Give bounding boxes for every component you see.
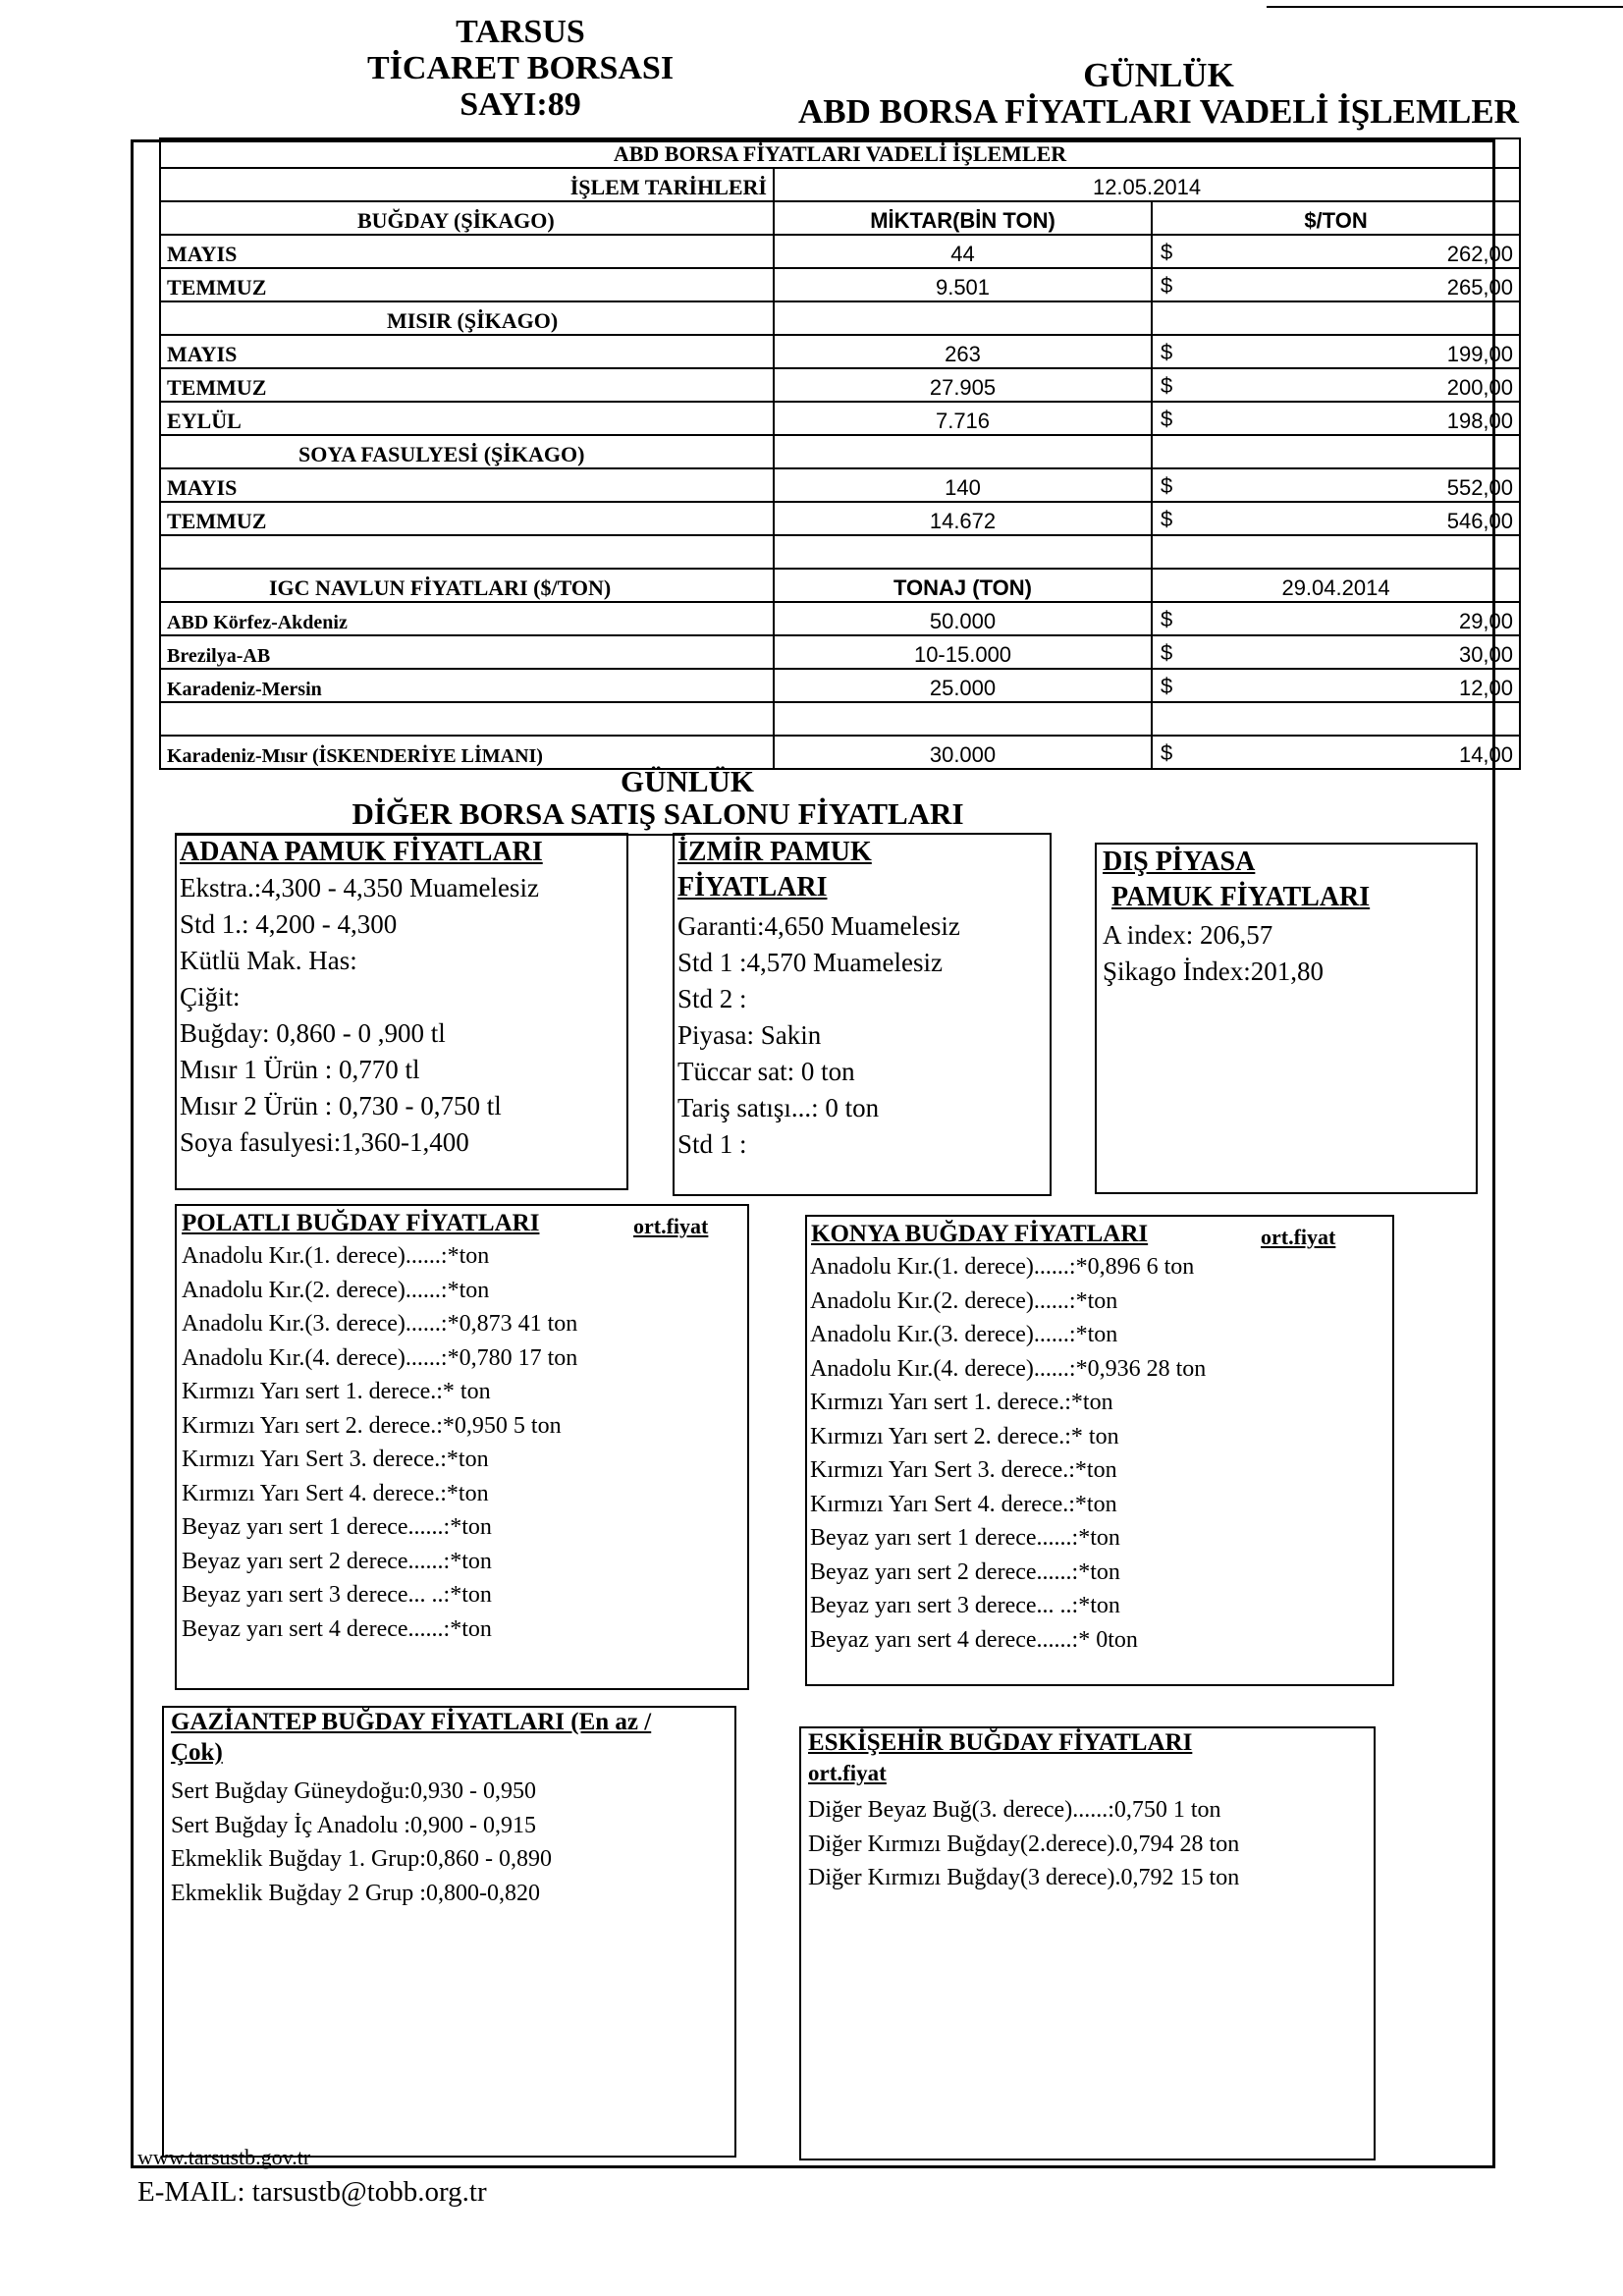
price-value: 546,00 <box>1446 509 1514 533</box>
table-row <box>160 235 1520 268</box>
list-item: Soya fasulyesi:1,360-1,400 <box>180 1127 469 1157</box>
adana-box <box>175 833 628 1190</box>
issue-number: SAYI:89 <box>460 86 581 123</box>
price-value: 30,00 <box>1458 642 1514 667</box>
row-label: MAYIS <box>160 335 774 368</box>
list-item: Beyaz yarı sert 2 derece......:*ton <box>182 1548 492 1574</box>
list-item: Std 1.: 4,200 - 4,300 <box>180 909 398 939</box>
currency-symbol: $ <box>1161 340 1173 364</box>
currency-symbol: $ <box>1161 507 1173 531</box>
price-value: 199,00 <box>1446 342 1514 366</box>
table-row-empty <box>160 535 1520 569</box>
table-row <box>160 736 1520 769</box>
row-price <box>1152 736 1520 769</box>
table-title-row <box>160 138 1520 168</box>
empty-cell <box>1152 702 1520 736</box>
row-label: MAYIS <box>160 235 774 268</box>
list-item: Anadolu Kır.(3. derece)......:*0,873 41 ton <box>182 1311 578 1337</box>
list-item: Kırmızı Yarı sert 2. derece.:* ton <box>810 1423 1119 1449</box>
currency-symbol: $ <box>1161 407 1173 431</box>
table-row-empty <box>160 702 1520 736</box>
header-main-title: ABD BORSA FİYATLARI VADELİ İŞLEMLER <box>798 92 1519 131</box>
price-value: 552,00 <box>1446 475 1514 500</box>
empty-cell <box>1152 535 1520 569</box>
list-item: Tariş satışı...: 0 ton <box>677 1093 880 1122</box>
org-name-line2: TİCARET BORSASI <box>366 50 675 86</box>
list-item: Kırmızı Yarı sert 1. derece.:* ton <box>182 1379 491 1404</box>
price-value: 29,00 <box>1458 609 1514 633</box>
list-item: Anadolu Kır.(2. derece)......:*ton <box>810 1287 1118 1314</box>
row-price <box>1152 368 1520 402</box>
daily-heading-line2: DİĞER BORSA SATIŞ SALONU FİYATLARI <box>352 796 964 831</box>
konya-subtitle: ort.fiyat <box>1261 1225 1336 1249</box>
list-item: Beyaz yarı sert 4 derece......:* 0ton <box>810 1626 1138 1653</box>
row-price <box>1152 235 1520 268</box>
list-item: Ekstra.:4,300 - 4,350 Muamelesiz <box>180 873 539 902</box>
row-tonnage: 25.000 <box>774 669 1152 702</box>
currency-symbol: $ <box>1161 740 1173 765</box>
date-label: İŞLEM TARİHLERİ <box>160 168 774 201</box>
list-item: Anadolu Kır.(1. derece)......:*0,896 6 ton <box>810 1254 1195 1280</box>
row-label: TEMMUZ <box>160 268 774 301</box>
konya-lines <box>810 1250 1206 1657</box>
list-item: Beyaz yarı sert 3 derece... ..:*ton <box>182 1582 492 1608</box>
gaziantep-title-line2: Çok) <box>171 1739 223 1766</box>
section-title-misir: MISIR (ŞİKAGO) <box>160 301 774 335</box>
igc-title: IGC NAVLUN FİYATLARI ($/TON) <box>160 569 774 602</box>
table-row <box>160 201 1520 235</box>
list-item: A index: 206,57 <box>1103 920 1273 950</box>
table-title: ABD BORSA FİYATLARI VADELİ İŞLEMLER <box>160 138 1520 168</box>
list-item: Mısır 2 Ürün : 0,730 - 0,750 tl <box>180 1091 502 1121</box>
table-row <box>160 435 1520 468</box>
list-item: Beyaz yarı sert 4 derece......:*ton <box>182 1615 492 1642</box>
table-row <box>160 368 1520 402</box>
list-item: Std 1 : <box>677 1129 747 1159</box>
row-price <box>1152 669 1520 702</box>
adana-title: ADANA PAMUK FİYATLARI <box>180 837 543 867</box>
konya-title: KONYA BUĞDAY FİYATLARI <box>811 1221 1149 1247</box>
row-qty: 44 <box>774 235 1152 268</box>
abd-futures-table <box>159 137 1521 770</box>
row-price <box>1152 268 1520 301</box>
row-price <box>1152 635 1520 669</box>
empty-cell <box>160 702 774 736</box>
currency-symbol: $ <box>1161 674 1173 698</box>
empty-cell <box>774 301 1152 335</box>
list-item: Kırmızı Yarı sert 2. derece.:*0,950 5 ton <box>182 1412 562 1439</box>
table-row <box>160 569 1520 602</box>
col-header-price: $/TON <box>1152 201 1520 235</box>
table-row <box>160 402 1520 435</box>
row-qty: 9.501 <box>774 268 1152 301</box>
table-row <box>160 502 1520 535</box>
currency-symbol: $ <box>1161 473 1173 498</box>
row-qty: 263 <box>774 335 1152 368</box>
list-item: Kırmızı Yarı Sert 4. derece.:*ton <box>810 1491 1117 1517</box>
currency-symbol: $ <box>1161 240 1173 264</box>
list-item: Piyasa: Sakin <box>677 1020 822 1050</box>
empty-cell <box>774 535 1152 569</box>
list-item: Anadolu Kır.(1. derece)......:*ton <box>182 1243 490 1269</box>
izmir-lines <box>677 908 960 1163</box>
section-title-bugday: BUĞDAY (ŞİKAGO) <box>160 201 774 235</box>
list-item: Beyaz yarı sert 1 derece......:*ton <box>182 1514 492 1540</box>
row-label: Karadeniz-Mersin <box>160 669 774 702</box>
empty-cell <box>774 702 1152 736</box>
list-item: Tüccar sat: 0 ton <box>677 1057 855 1086</box>
top-right-rule <box>1267 6 1623 8</box>
list-item: Mısır 1 Ürün : 0,770 tl <box>180 1055 420 1084</box>
row-price <box>1152 468 1520 502</box>
row-label: Karadeniz-Mısır (İSKENDERİYE LİMANI) <box>160 736 774 769</box>
dis-title-line2: PAMUK FİYATLARI <box>1111 882 1371 912</box>
row-tonnage: 10-15.000 <box>774 635 1152 669</box>
price-value: 200,00 <box>1446 375 1514 400</box>
org-name-line1: TARSUS <box>456 14 585 50</box>
gaziantep-lines <box>171 1775 552 1910</box>
eskisehir-subtitle: ort.fiyat <box>808 1761 887 1785</box>
konya-box <box>805 1215 1394 1686</box>
date-value: 12.05.2014 <box>774 168 1520 201</box>
row-tonnage: 30.000 <box>774 736 1152 769</box>
list-item: Ekmeklik Buğday 2 Grup :0,800-0,820 <box>171 1880 540 1906</box>
dis-piyasa-box <box>1095 843 1478 1194</box>
currency-symbol: $ <box>1161 640 1173 665</box>
eskisehir-title: ESKİŞEHİR BUĞDAY FİYATLARI <box>808 1729 1193 1756</box>
list-item: Ekmeklik Buğday 1. Grup:0,860 - 0,890 <box>171 1846 552 1872</box>
row-qty: 7.716 <box>774 402 1152 435</box>
row-qty: 27.905 <box>774 368 1152 402</box>
table-date-row <box>160 168 1520 201</box>
list-item: Diğer Kırmızı Buğday(3 derece).0,792 15 ton <box>808 1865 1240 1890</box>
empty-cell <box>1152 435 1520 468</box>
col-header-tonnage: TONAJ (TON) <box>774 569 1152 602</box>
row-price <box>1152 335 1520 368</box>
table-row <box>160 301 1520 335</box>
list-item: Kırmızı Yarı Sert 3. derece.:*ton <box>182 1447 489 1472</box>
list-item: Beyaz yarı sert 3 derece... ..:*ton <box>810 1593 1120 1618</box>
row-label: TEMMUZ <box>160 502 774 535</box>
col-header-qty: MİKTAR(BİN TON) <box>774 201 1152 235</box>
row-label: Brezilya-AB <box>160 635 774 669</box>
row-qty: 14.672 <box>774 502 1152 535</box>
empty-cell <box>1152 301 1520 335</box>
header-left <box>295 14 746 123</box>
gaziantep-box <box>162 1706 736 2158</box>
row-price <box>1152 502 1520 535</box>
footer-website-link[interactable]: www.tarsustb.gov.tr <box>137 2145 311 2169</box>
polatli-box <box>175 1204 749 1690</box>
table-row <box>160 669 1520 702</box>
row-price <box>1152 602 1520 635</box>
list-item: Std 2 : <box>677 984 747 1013</box>
list-item: Std 1 :4,570 Muamelesiz <box>677 948 943 977</box>
header-daily: GÜNLÜK <box>1083 56 1234 94</box>
list-item: Anadolu Kır.(4. derece)......:*0,780 17 ton <box>182 1344 578 1371</box>
price-value: 262,00 <box>1446 242 1514 266</box>
list-item: Buğday: 0,860 - 0 ,900 tl <box>180 1018 446 1048</box>
eskisehir-box <box>799 1726 1376 2160</box>
list-item: Kırmızı Yarı Sert 3. derece.:*ton <box>810 1457 1117 1483</box>
daily-heading <box>314 765 1001 830</box>
table-row <box>160 335 1520 368</box>
row-label: TEMMUZ <box>160 368 774 402</box>
polatli-lines <box>182 1239 577 1646</box>
list-item: Diğer Beyaz Buğ(3. derece)......:0,750 1 ton <box>808 1797 1221 1823</box>
adana-lines <box>180 870 539 1161</box>
list-item: Çiğit: <box>180 982 241 1011</box>
row-price <box>1152 402 1520 435</box>
empty-cell <box>160 535 774 569</box>
list-item: Anadolu Kır.(3. derece)......:*ton <box>810 1322 1118 1347</box>
igc-date: 29.04.2014 <box>1152 569 1520 602</box>
dis-lines <box>1103 917 1324 990</box>
footer-email: E-MAIL: tarsustb@tobb.org.tr <box>137 2176 487 2208</box>
list-item: Kırmızı Yarı sert 1. derece.:*ton <box>810 1390 1113 1415</box>
izmir-box <box>673 833 1052 1196</box>
gaziantep-title-line1: GAZİANTEP BUĞDAY FİYATLARI (En az / <box>171 1709 652 1735</box>
header-right <box>785 57 1532 130</box>
eskisehir-lines <box>808 1793 1239 1895</box>
table-row <box>160 602 1520 635</box>
list-item: Beyaz yarı sert 1 derece......:*ton <box>810 1525 1120 1551</box>
table-row <box>160 268 1520 301</box>
price-value: 198,00 <box>1446 409 1514 433</box>
list-item: Şikago İndex:201,80 <box>1103 957 1324 986</box>
list-item: Anadolu Kır.(2. derece)......:*ton <box>182 1277 490 1303</box>
price-value: 12,00 <box>1458 676 1514 700</box>
row-label: EYLÜL <box>160 402 774 435</box>
daily-heading-line1: GÜNLÜK <box>620 764 755 798</box>
currency-symbol: $ <box>1161 607 1173 631</box>
currency-symbol: $ <box>1161 373 1173 398</box>
currency-symbol: $ <box>1161 273 1173 298</box>
table-row <box>160 635 1520 669</box>
dis-title-line1: DIŞ PİYASA <box>1103 847 1256 877</box>
empty-cell <box>774 435 1152 468</box>
section-title-soya: SOYA FASULYESİ (ŞİKAGO) <box>160 435 774 468</box>
polatli-title: POLATLI BUĞDAY FİYATLARI <box>182 1210 540 1236</box>
list-item: Garanti:4,650 Muamelesiz <box>677 911 960 941</box>
polatli-subtitle: ort.fiyat <box>633 1214 709 1238</box>
list-item: Kırmızı Yarı Sert 4. derece.:*ton <box>182 1480 489 1506</box>
list-item: Sert Buğday Güneydoğu:0,930 - 0,950 <box>171 1778 536 1804</box>
list-item: Diğer Kırmızı Buğday(2.derece).0,794 28 ton <box>808 1831 1240 1857</box>
row-qty: 140 <box>774 468 1152 502</box>
list-item: Anadolu Kır.(4. derece)......:*0,936 28 ton <box>810 1355 1207 1382</box>
price-value: 14,00 <box>1458 742 1514 767</box>
izmir-title-line1: İZMİR PAMUK <box>677 837 872 867</box>
list-item: Sert Buğday İç Anadolu :0,900 - 0,915 <box>171 1812 536 1838</box>
row-label: ABD Körfez-Akdeniz <box>160 602 774 635</box>
izmir-title-line2: FİYATLARI <box>677 872 828 902</box>
table-row <box>160 468 1520 502</box>
list-item: Kütlü Mak. Has: <box>180 946 357 975</box>
row-tonnage: 50.000 <box>774 602 1152 635</box>
row-label: MAYIS <box>160 468 774 502</box>
list-item: Beyaz yarı sert 2 derece......:*ton <box>810 1558 1120 1585</box>
price-value: 265,00 <box>1446 275 1514 300</box>
